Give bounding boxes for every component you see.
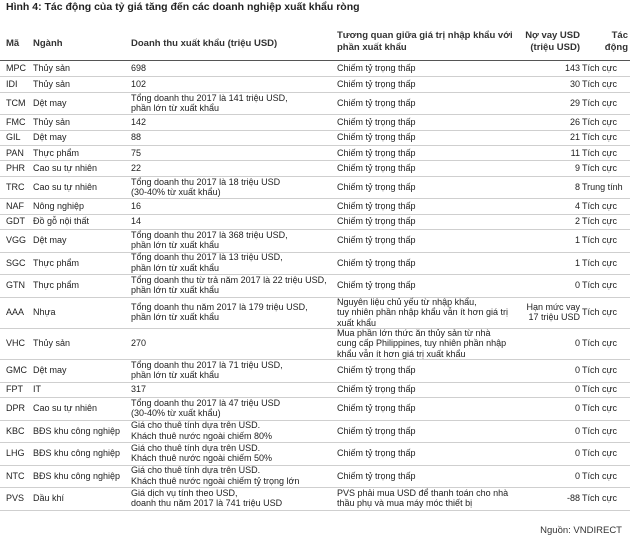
cell-debt-line: 143 xyxy=(564,63,580,74)
header-relation-line2: phần xuất khẩu xyxy=(337,42,407,53)
cell-revenue-line: 317 xyxy=(131,384,147,395)
cell-debt-line: 2 xyxy=(574,216,580,227)
cell-revenue xyxy=(131,130,331,145)
cell-relation-line: Chiếm tỷ trọng thấp xyxy=(337,78,416,89)
cell-debt-line: 26 xyxy=(569,116,580,127)
cell-relation-line: khẩu vẫn ít hơn giá trị xuất khẩu xyxy=(337,348,466,359)
cell-revenue xyxy=(131,76,331,91)
cell-relation xyxy=(337,359,517,382)
cell-relation-line: Mua phần lớn thức ăn thủy sản từ nhà xyxy=(337,327,491,338)
cell-code: IDI xyxy=(6,78,18,89)
cell-sector: IT xyxy=(33,384,41,395)
cell-relation xyxy=(337,420,517,443)
cell-debt-line: 0 xyxy=(574,425,580,436)
cell-debt xyxy=(518,198,580,213)
cell-sector: Thủy sản xyxy=(33,116,71,127)
cell-debt-line: 9 xyxy=(574,162,580,173)
table-row xyxy=(0,114,630,130)
cell-revenue xyxy=(131,161,331,176)
cell-revenue xyxy=(131,114,331,129)
table-row xyxy=(0,145,630,161)
table-row xyxy=(0,76,630,92)
cell-debt xyxy=(518,297,580,328)
cell-sector: Đồ gỗ nội thất xyxy=(33,216,90,227)
cell-revenue-line: Tổng doanh thu 2017 là 13 triệu USD, xyxy=(131,252,283,263)
cell-relation-line: Chiếm tỷ trọng thấp xyxy=(337,365,416,376)
cell-debt xyxy=(518,130,580,145)
cell-debt-line: 0 xyxy=(574,448,580,458)
cell-relation xyxy=(337,130,517,145)
cell-sector: Dầu khí xyxy=(33,493,65,503)
cell-revenue xyxy=(131,274,331,297)
table-row xyxy=(0,397,630,421)
cell-revenue-line: 14 xyxy=(131,216,142,227)
cell-impact: Tích cực xyxy=(582,338,618,349)
cell-code: PAN xyxy=(6,147,24,158)
cell-revenue-line: Khách thuê nước ngoài chiếm 50% xyxy=(131,453,273,464)
cell-relation xyxy=(337,214,517,229)
figure-title: Hình 4: Tác động của tỷ giá tăng đến các doanh nghiệp xuất khẩu ròng xyxy=(6,1,360,13)
cell-revenue-line: Tổng doanh thu 2017 là 18 triệu USD xyxy=(131,176,281,187)
cell-impact: Tích cực xyxy=(582,147,618,158)
cell-code: TRC xyxy=(6,181,25,192)
cell-impact: Tích cực xyxy=(582,200,618,211)
cell-impact: Tích cực xyxy=(582,132,618,143)
table-row xyxy=(0,229,630,253)
cell-relation-line: tuy nhiên phần nhập khẩu vẫn ít hơn giá trị xyxy=(337,307,509,318)
cell-relation-line: Chiếm tỷ trọng thấp xyxy=(337,63,416,74)
cell-relation-line: Chiếm tỷ trọng thấp xyxy=(337,235,416,246)
table-row xyxy=(0,214,630,230)
cell-code: DPR xyxy=(6,403,26,413)
cell-debt xyxy=(518,397,580,420)
cell-revenue xyxy=(131,487,331,510)
cell-revenue-line: Khách thuê nước ngoài chiếm 80% xyxy=(131,430,273,441)
cell-relation xyxy=(337,465,517,488)
cell-debt xyxy=(518,229,580,252)
table-row xyxy=(0,176,630,200)
cell-debt xyxy=(518,92,580,115)
cell-sector: Thủy sản xyxy=(33,338,71,349)
cell-revenue-line: 16 xyxy=(131,200,142,211)
cell-revenue xyxy=(131,252,331,275)
cell-sector: BĐS khu công nghiệp xyxy=(33,448,121,458)
cell-code: TCM xyxy=(6,97,26,108)
table-row xyxy=(0,297,630,329)
cell-debt-line: 0 xyxy=(574,403,580,413)
cell-revenue xyxy=(131,145,331,160)
cell-debt xyxy=(518,465,580,488)
cell-revenue xyxy=(131,382,331,397)
header-debt-line2: (triệu USD) xyxy=(530,42,580,53)
cell-code: GMC xyxy=(6,365,27,376)
cell-debt xyxy=(518,61,580,76)
cell-revenue-line: Giá cho thuê tính dựa trên USD. xyxy=(131,442,261,453)
table-row xyxy=(0,61,630,77)
cell-sector: Thủy sản xyxy=(33,78,71,89)
cell-relation-line: Chiếm tỷ trọng thấp xyxy=(337,181,416,192)
cell-relation-line: Chiếm tỷ trọng thấp xyxy=(337,470,416,481)
cell-relation xyxy=(337,442,517,465)
cell-debt xyxy=(518,76,580,91)
cell-revenue xyxy=(131,328,331,359)
cell-sector: Cao su tự nhiên xyxy=(33,403,98,413)
cell-revenue-line: Tổng doanh thu từ trả năm 2017 là 22 triệu USD, xyxy=(131,274,327,285)
cell-debt xyxy=(518,114,580,129)
cell-relation xyxy=(337,397,517,420)
cell-revenue-line: 88 xyxy=(131,132,142,143)
cell-revenue-line: Tổng doanh thu năm 2017 là 179 triệu USD, xyxy=(131,301,308,312)
cell-revenue-line: (30-40% từ xuất khẩu) xyxy=(131,187,221,198)
cell-impact: Tích cực xyxy=(582,257,618,268)
cell-revenue-line: Giá cho thuê tính dựa trên USD. xyxy=(131,465,261,476)
header-impact-line2: động xyxy=(604,42,628,53)
cell-revenue-line: phần lớn từ xuất khẩu xyxy=(131,103,219,114)
cell-debt xyxy=(518,359,580,382)
cell-code: NAF xyxy=(6,200,24,211)
table-row xyxy=(0,359,630,383)
header-impact-line1: Tác xyxy=(611,30,628,41)
cell-debt-line: -88 xyxy=(566,493,580,503)
cell-relation-line: Chiếm tỷ trọng thấp xyxy=(337,162,416,173)
cell-revenue-line: Tổng doanh thu 2017 là 47 triệu USD xyxy=(131,397,281,408)
cell-impact: Tích cực xyxy=(582,235,618,246)
cell-relation-line: Chiếm tỷ trọng thấp xyxy=(337,200,416,211)
cell-relation xyxy=(337,176,517,199)
cell-revenue-line: Tổng doanh thu 2017 là 141 triệu USD, xyxy=(131,92,288,103)
cell-relation xyxy=(337,61,517,76)
cell-impact: Tích cực xyxy=(582,365,618,376)
cell-sector: Cao su tự nhiên xyxy=(33,162,98,173)
cell-impact: Tích cực xyxy=(582,403,618,413)
cell-relation xyxy=(337,274,517,297)
cell-debt-line: 11 xyxy=(570,147,580,158)
cell-revenue-line: 698 xyxy=(131,63,147,74)
table-row xyxy=(0,465,630,489)
cell-sector: Thực phẩm xyxy=(33,147,80,158)
cell-code: GTN xyxy=(6,280,25,291)
cell-relation-line: Chiếm tỷ trọng thấp xyxy=(337,216,416,227)
cell-code: MPC xyxy=(6,63,26,74)
cell-code: VHC xyxy=(6,338,26,349)
cell-relation-line: Chiếm tỷ trọng thấp xyxy=(337,257,416,268)
cell-relation xyxy=(337,229,517,252)
cell-impact: Tích cực xyxy=(582,425,618,436)
table-row xyxy=(0,198,630,214)
cell-relation-line: cung cấp Philippines, tuy nhiên phần nhập xyxy=(337,338,507,349)
cell-revenue-line: 102 xyxy=(131,78,147,89)
cell-revenue-line: 270 xyxy=(131,338,147,349)
cell-impact: Tích cực xyxy=(582,162,618,173)
cell-relation-line: Chiếm tỷ trọng thấp xyxy=(337,384,416,395)
cell-relation xyxy=(337,114,517,129)
cell-relation xyxy=(337,382,517,397)
cell-impact: Tích cực xyxy=(582,280,618,291)
cell-revenue-line: 75 xyxy=(131,147,142,158)
source-note: Nguồn: VNDIRECT xyxy=(540,525,622,536)
cell-sector: Nông nghiệp xyxy=(33,200,85,211)
cell-debt-line: 0 xyxy=(574,365,580,376)
cell-revenue xyxy=(131,229,331,252)
cell-impact: Tích cực xyxy=(582,216,618,227)
cell-revenue-line: 22 xyxy=(131,162,142,173)
cell-revenue xyxy=(131,61,331,76)
cell-relation-line: xuất khẩu xyxy=(337,317,377,328)
cell-revenue-line: phần lớn từ xuất khẩu xyxy=(131,262,219,273)
cell-debt xyxy=(518,161,580,176)
cell-revenue-line: doanh thu năm 2017 là 741 triệu USD xyxy=(131,498,283,509)
cell-debt xyxy=(518,214,580,229)
cell-revenue xyxy=(131,198,331,213)
cell-relation-line: Chiếm tỷ trọng thấp xyxy=(337,116,416,127)
cell-sector: Nhựa xyxy=(33,307,56,318)
table-row xyxy=(0,130,630,146)
cell-debt-line: 8 xyxy=(574,181,580,192)
header-revenue: Doanh thu xuất khẩu (triệu USD) xyxy=(131,38,278,49)
cell-relation-line: Chiếm tỷ trọng thấp xyxy=(337,132,416,143)
cell-impact: Tích cực xyxy=(582,493,618,503)
cell-debt xyxy=(518,145,580,160)
cell-relation-line: Nguyên liệu chủ yếu từ nhập khẩu, xyxy=(337,296,477,307)
cell-revenue-line: phần lớn từ xuất khẩu xyxy=(131,312,219,323)
cell-relation-line: Chiếm tỷ trọng thấp xyxy=(337,97,416,108)
cell-relation xyxy=(337,161,517,176)
cell-sector: BĐS khu công nghiệp xyxy=(33,425,121,436)
cell-relation-line: Chiếm tỷ trọng thấp xyxy=(337,425,416,436)
cell-debt-line: 1 xyxy=(574,235,580,246)
cell-code: NTC xyxy=(6,470,25,481)
cell-revenue xyxy=(131,420,331,443)
cell-impact: Tích cực xyxy=(582,78,618,89)
cell-debt-line: 0 xyxy=(574,280,580,291)
cell-relation-line: Chiếm tỷ trọng thấp xyxy=(337,147,416,158)
table-row xyxy=(0,328,630,360)
cell-relation xyxy=(337,145,517,160)
cell-sector: Thực phẩm xyxy=(33,257,80,268)
cell-debt xyxy=(518,487,580,510)
table-row xyxy=(0,442,630,466)
cell-debt xyxy=(518,252,580,275)
cell-debt-line: 0 xyxy=(574,470,580,481)
cell-impact: Tích cực xyxy=(582,470,618,481)
cell-relation-line: Chiếm tỷ trọng thấp xyxy=(337,448,416,458)
cell-code: GIL xyxy=(6,132,21,143)
cell-revenue xyxy=(131,359,331,382)
table-row xyxy=(0,487,630,511)
cell-debt-line: 4 xyxy=(574,200,580,211)
cell-impact: Tích cực xyxy=(582,448,618,458)
cell-debt-line: 17 triệu USD xyxy=(528,312,580,323)
cell-debt xyxy=(518,442,580,465)
table-header xyxy=(0,24,630,61)
cell-code: LHG xyxy=(6,448,25,458)
cell-code: VGG xyxy=(6,235,27,246)
cell-revenue-line: phần lớn từ xuất khẩu xyxy=(131,240,219,251)
cell-impact: Tích cực xyxy=(582,63,618,74)
cell-sector: Cao su tự nhiên xyxy=(33,181,98,192)
cell-relation-line: thầu phụ và mua máy móc thiết bị xyxy=(337,498,473,509)
cell-revenue xyxy=(131,214,331,229)
cell-revenue-line: Khách thuê nước ngoài chiếm tỷ trọng lớn xyxy=(131,475,300,486)
cell-relation xyxy=(337,297,517,328)
cell-revenue xyxy=(131,297,331,328)
cell-revenue xyxy=(131,442,331,465)
table-row xyxy=(0,92,630,116)
cell-code: KBC xyxy=(6,425,25,436)
cell-relation xyxy=(337,92,517,115)
cell-relation xyxy=(337,76,517,91)
cell-revenue-line: Tổng doanh thu 2017 là 368 triệu USD, xyxy=(131,229,288,240)
cell-sector: Dệt may xyxy=(33,132,67,143)
cell-sector: Dệt may xyxy=(33,365,67,376)
header-sector: Ngành xyxy=(33,38,63,49)
cell-relation-line: Chiếm tỷ trọng thấp xyxy=(337,403,416,413)
cell-code: SGC xyxy=(6,257,26,268)
header-code: Mã xyxy=(6,38,20,49)
cell-revenue xyxy=(131,92,331,115)
cell-sector: Thực phẩm xyxy=(33,280,80,291)
cell-revenue-line: phần lớn từ xuất khẩu xyxy=(131,370,219,381)
cell-relation xyxy=(337,198,517,213)
cell-revenue-line: phần lớn từ xuất khẩu xyxy=(131,285,219,296)
cell-code: PHR xyxy=(6,162,26,173)
header-debt-line1: Nợ vay USD xyxy=(525,30,580,41)
cell-debt-line: 30 xyxy=(569,78,580,89)
table-row xyxy=(0,382,630,398)
cell-relation-line: PVS phải mua USD để thanh toán cho nhà xyxy=(337,487,509,498)
cell-revenue xyxy=(131,176,331,199)
cell-debt-line: 21 xyxy=(569,132,580,143)
cell-sector: BĐS khu công nghiệp xyxy=(33,470,121,481)
table-row xyxy=(0,252,630,276)
cell-debt-line: 1 xyxy=(574,257,580,268)
cell-debt xyxy=(518,176,580,199)
cell-debt xyxy=(518,382,580,397)
cell-debt xyxy=(518,328,580,359)
table-row xyxy=(0,420,630,444)
cell-debt-line: Hạn mức vay xyxy=(526,301,580,312)
cell-code: AAA xyxy=(6,307,25,318)
cell-revenue-line: Giá dịch vụ tính theo USD, xyxy=(131,487,238,498)
cell-code: FMC xyxy=(6,116,26,127)
cell-impact: Tích cực xyxy=(582,116,618,127)
cell-debt xyxy=(518,420,580,443)
cell-impact: Tích cực xyxy=(582,307,618,318)
cell-impact: Tích cực xyxy=(582,384,618,395)
cell-revenue-line: 142 xyxy=(131,116,147,127)
cell-code: PVS xyxy=(6,493,25,503)
cell-sector: Thủy sản xyxy=(33,63,71,74)
cell-revenue-line: (30-40% từ xuất khẩu) xyxy=(131,408,221,419)
header-relation-line1: Tương quan giữa giá trị nhập khẩu với xyxy=(337,30,513,41)
cell-code: GDT xyxy=(6,216,25,227)
cell-revenue xyxy=(131,397,331,420)
cell-relation xyxy=(337,252,517,275)
table-row xyxy=(0,161,630,177)
table-row xyxy=(0,274,630,298)
cell-debt-line: 0 xyxy=(574,384,580,395)
cell-code: FPT xyxy=(6,384,23,395)
cell-debt-line: 29 xyxy=(569,97,580,108)
cell-relation xyxy=(337,328,517,359)
cell-impact: Trung tính xyxy=(582,181,623,192)
cell-sector: Dệt may xyxy=(33,235,67,246)
cell-sector: Dệt may xyxy=(33,97,67,108)
cell-impact: Tích cực xyxy=(582,97,618,108)
cell-debt-line: 0 xyxy=(574,338,580,349)
cell-revenue-line: Giá cho thuê tính dựa trên USD. xyxy=(131,420,261,431)
cell-revenue xyxy=(131,465,331,488)
cell-revenue-line: Tổng doanh thu 2017 là 71 triệu USD, xyxy=(131,359,283,370)
cell-relation-line: Chiếm tỷ trọng thấp xyxy=(337,280,416,291)
cell-relation xyxy=(337,487,517,510)
cell-debt xyxy=(518,274,580,297)
